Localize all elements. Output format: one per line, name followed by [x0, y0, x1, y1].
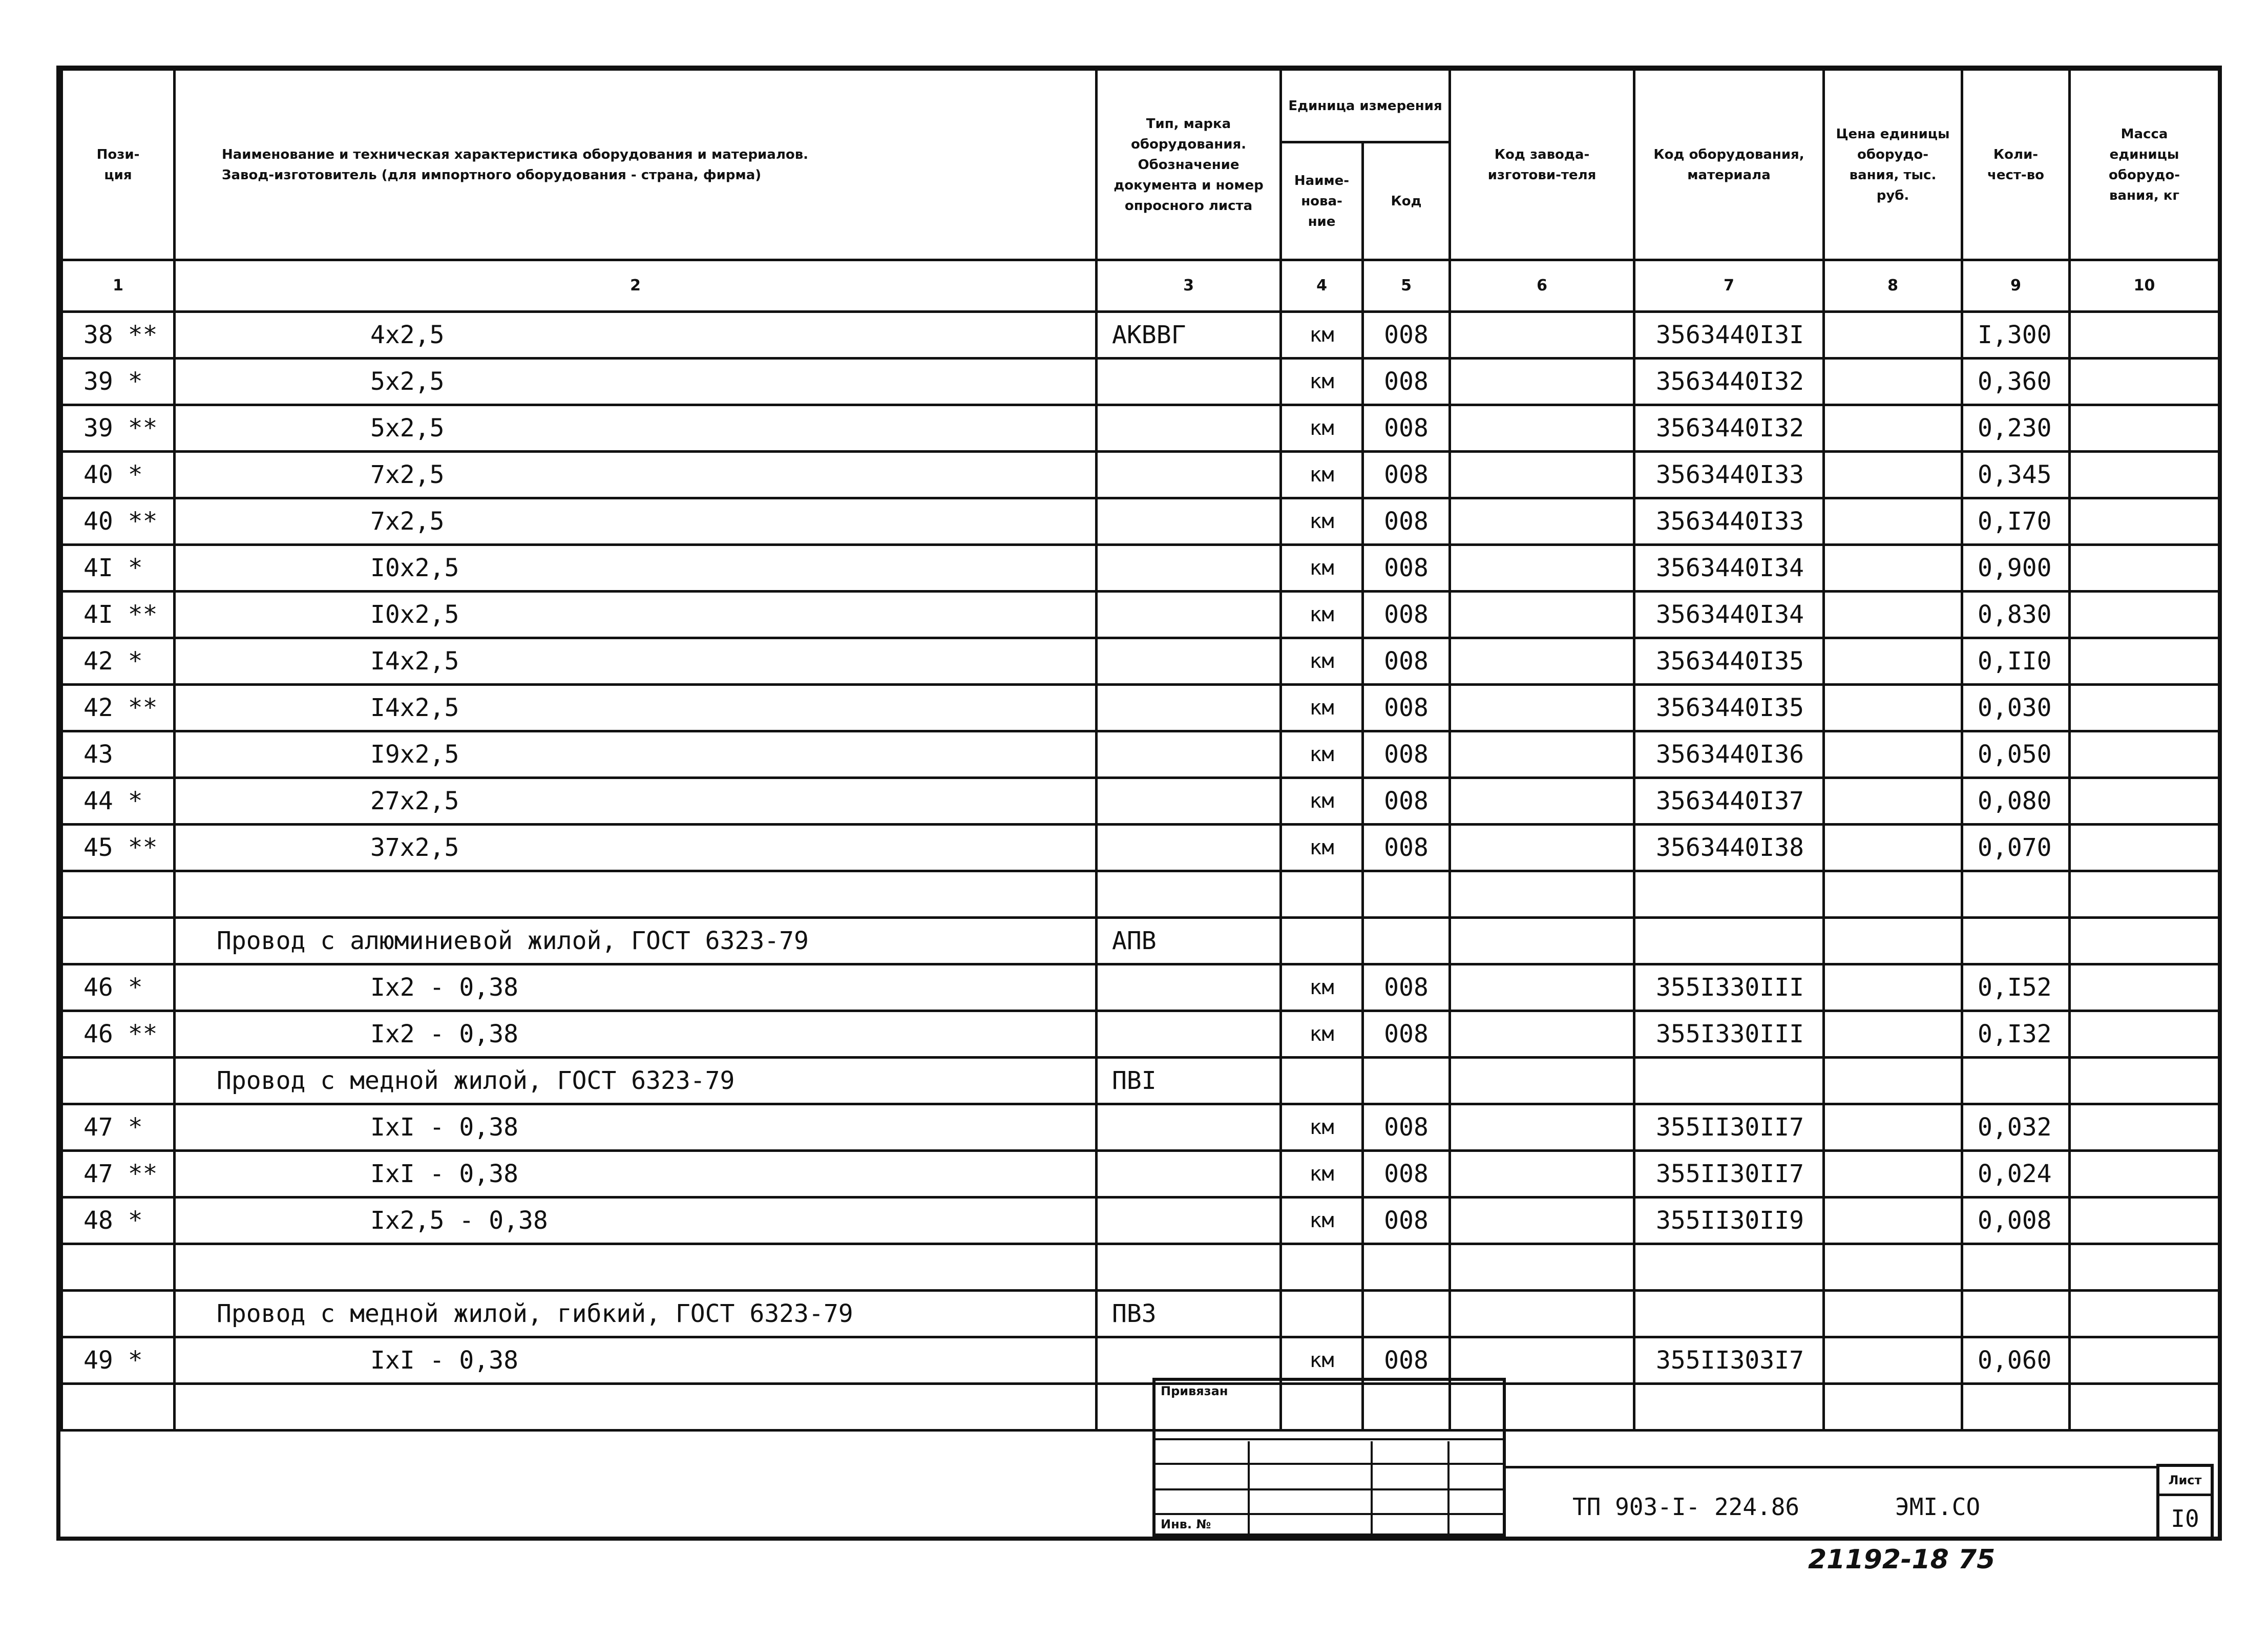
name-cell: Провод с алюминиевой жилой, ГОСТ 6323-79 [175, 918, 1097, 964]
name-cell: Ix2 - 0,38 [175, 1011, 1097, 1058]
table-row [62, 405, 2219, 452]
type-cell [1097, 778, 1281, 825]
type-cell: ПВI [1097, 1058, 1281, 1104]
name-cell [175, 1384, 1097, 1431]
column-number-row [62, 260, 2219, 312]
binding-stamp [1152, 1378, 1506, 1537]
manufacturer-code-cell [1450, 1197, 1634, 1244]
column-number: 8 [1824, 260, 1962, 312]
table-row [62, 498, 2219, 545]
unit-name-cell: км [1281, 964, 1363, 1011]
type-cell [1097, 964, 1281, 1011]
quantity-cell [1962, 1291, 2070, 1337]
quantity-cell: 0,050 [1962, 731, 2070, 778]
quantity-cell: 0,360 [1962, 359, 2070, 405]
equipment-code-cell: 3563440I34 [1634, 592, 1824, 638]
unit-name-cell: км [1281, 778, 1363, 825]
unit-name-cell: км [1281, 312, 1363, 359]
manufacturer-code-cell [1450, 1291, 1634, 1337]
linked-label: Привязан [1161, 1384, 1228, 1398]
unit-name-cell: км [1281, 592, 1363, 638]
quantity-cell: 0,I52 [1962, 964, 2070, 1011]
archive-number: 21192-18 75 [1808, 1544, 1996, 1575]
table-row [62, 778, 2219, 825]
equipment-code-cell [1634, 871, 1824, 918]
price-cell [1824, 918, 1962, 964]
type-cell [1097, 871, 1281, 918]
specification-table [60, 68, 2220, 1432]
manufacturer-code-cell [1450, 498, 1634, 545]
mass-cell [2070, 405, 2219, 452]
unit-name-cell: км [1281, 685, 1363, 731]
unit-code-cell [1363, 918, 1450, 964]
position-cell: 47 ** [62, 1151, 175, 1197]
type-cell [1097, 592, 1281, 638]
manufacturer-code-cell [1450, 964, 1634, 1011]
unit-code-cell: 008 [1363, 1151, 1450, 1197]
price-cell [1824, 685, 1962, 731]
table-row [62, 312, 2219, 359]
manufacturer-code-cell [1450, 312, 1634, 359]
equipment-code-cell: 355II30II9 [1634, 1197, 1824, 1244]
name-cell: 7x2,5 [175, 452, 1097, 498]
price-cell [1824, 1011, 1962, 1058]
column-number: 6 [1450, 260, 1634, 312]
mass-cell [2070, 545, 2219, 592]
position-cell [62, 871, 175, 918]
header-quantity: Коли-чест-во [1962, 70, 2070, 260]
type-cell [1097, 498, 1281, 545]
mass-cell [2070, 685, 2219, 731]
quantity-cell [1962, 871, 2070, 918]
equipment-code-cell: 3563440I32 [1634, 359, 1824, 405]
type-cell [1097, 825, 1281, 871]
position-cell: 43 [62, 731, 175, 778]
quantity-cell: 0,I70 [1962, 498, 2070, 545]
sheet-number-box [2156, 1464, 2214, 1541]
unit-name-cell [1281, 1291, 1363, 1337]
equipment-code-cell: 3563440I32 [1634, 405, 1824, 452]
manufacturer-code-cell [1450, 685, 1634, 731]
type-cell [1097, 452, 1281, 498]
mass-cell [2070, 1151, 2219, 1197]
inventory-label: Инв. № [1161, 1517, 1211, 1531]
manufacturer-code-cell [1450, 359, 1634, 405]
group-row [62, 1058, 2219, 1104]
unit-name-cell: км [1281, 545, 1363, 592]
position-cell: 38 ** [62, 312, 175, 359]
position-cell [62, 1291, 175, 1337]
unit-code-cell: 008 [1363, 312, 1450, 359]
type-cell [1097, 1151, 1281, 1197]
quantity-cell: 0,070 [1962, 825, 2070, 871]
equipment-code-cell: 3563440I3I [1634, 312, 1824, 359]
manufacturer-code-cell [1450, 1058, 1634, 1104]
table-row [62, 452, 2219, 498]
price-cell [1824, 312, 1962, 359]
name-cell: 4x2,5 [175, 312, 1097, 359]
type-cell [1097, 359, 1281, 405]
unit-code-cell [1363, 1058, 1450, 1104]
position-cell [62, 1384, 175, 1431]
table-row [62, 825, 2219, 871]
mass-cell [2070, 1384, 2219, 1431]
table-row [62, 1104, 2219, 1151]
unit-code-cell [1363, 871, 1450, 918]
quantity-cell: 0,900 [1962, 545, 2070, 592]
name-cell: 7x2,5 [175, 498, 1097, 545]
price-cell [1824, 1291, 1962, 1337]
unit-name-cell: км [1281, 1197, 1363, 1244]
unit-code-cell: 008 [1363, 592, 1450, 638]
equipment-code-cell: 355I330III [1634, 964, 1824, 1011]
manufacturer-code-cell [1450, 871, 1634, 918]
price-cell [1824, 871, 1962, 918]
name-cell: Провод с медной жилой, ГОСТ 6323-79 [175, 1058, 1097, 1104]
manufacturer-code-cell [1450, 1337, 1634, 1384]
table-row [62, 1244, 2219, 1291]
mass-cell [2070, 918, 2219, 964]
unit-code-cell: 008 [1363, 731, 1450, 778]
mass-cell [2070, 1058, 2219, 1104]
header-name: Наименование и техническая характеристика оборудования и материалов. Завод-изготовитель (для импортного оборудования - страна, фирма) [175, 70, 1097, 260]
type-cell: АПВ [1097, 918, 1281, 964]
quantity-cell: 0,230 [1962, 405, 2070, 452]
name-cell [175, 871, 1097, 918]
equipment-code-cell [1634, 1244, 1824, 1291]
table-row [62, 1337, 2219, 1384]
position-cell [62, 1244, 175, 1291]
type-cell [1097, 405, 1281, 452]
column-number: 9 [1962, 260, 2070, 312]
unit-code-cell [1363, 1244, 1450, 1291]
unit-name-cell: км [1281, 1151, 1363, 1197]
type-cell [1097, 545, 1281, 592]
header-unit-price: Цена единицы оборудо-вания, тыс. руб. [1824, 70, 1962, 260]
mass-cell [2070, 638, 2219, 685]
quantity-cell: 0,345 [1962, 452, 2070, 498]
price-cell [1824, 1244, 1962, 1291]
price-cell [1824, 1104, 1962, 1151]
type-cell [1097, 1104, 1281, 1151]
unit-code-cell: 008 [1363, 1104, 1450, 1151]
name-cell [175, 1244, 1097, 1291]
mass-cell [2070, 592, 2219, 638]
position-cell: 46 ** [62, 1011, 175, 1058]
position-cell [62, 918, 175, 964]
column-number: 2 [175, 260, 1097, 312]
price-cell [1824, 405, 1962, 452]
table-row [62, 1011, 2219, 1058]
unit-name-cell: км [1281, 1337, 1363, 1384]
manufacturer-code-cell [1450, 592, 1634, 638]
unit-name-cell [1281, 918, 1363, 964]
position-cell [62, 1058, 175, 1104]
position-cell: 47 * [62, 1104, 175, 1151]
table-row [62, 731, 2219, 778]
manufacturer-code-cell [1450, 778, 1634, 825]
price-cell [1824, 498, 1962, 545]
unit-code-cell: 008 [1363, 825, 1450, 871]
name-cell: I4x2,5 [175, 685, 1097, 731]
mass-cell [2070, 452, 2219, 498]
quantity-cell: 0,060 [1962, 1337, 2070, 1384]
price-cell [1824, 592, 1962, 638]
unit-code-cell [1363, 1291, 1450, 1337]
position-cell: 44 * [62, 778, 175, 825]
unit-name-cell: км [1281, 638, 1363, 685]
name-cell: IxI - 0,38 [175, 1337, 1097, 1384]
price-cell [1824, 731, 1962, 778]
type-cell [1097, 685, 1281, 731]
header-unit-code: Код [1363, 142, 1450, 260]
mass-cell [2070, 498, 2219, 545]
manufacturer-code-cell [1450, 1011, 1634, 1058]
name-cell: 5x2,5 [175, 405, 1097, 452]
column-number: 10 [2070, 260, 2219, 312]
name-cell: I9x2,5 [175, 731, 1097, 778]
position-cell: 48 * [62, 1197, 175, 1244]
manufacturer-code-cell [1450, 825, 1634, 871]
equipment-code-cell: 355II30II7 [1634, 1104, 1824, 1151]
equipment-code-cell: 3563440I37 [1634, 778, 1824, 825]
manufacturer-code-cell [1450, 731, 1634, 778]
unit-code-cell: 008 [1363, 685, 1450, 731]
header-type: Тип, марка оборудования. Обозначение документа и номер опросного листа [1097, 70, 1281, 260]
name-cell: I4x2,5 [175, 638, 1097, 685]
price-cell [1824, 1197, 1962, 1244]
unit-code-cell: 008 [1363, 359, 1450, 405]
unit-code-cell: 008 [1363, 1197, 1450, 1244]
header-unit-mass: Масса единицы оборудо-вания, кг [2070, 70, 2219, 260]
mass-cell [2070, 359, 2219, 405]
price-cell [1824, 1337, 1962, 1384]
price-cell [1824, 964, 1962, 1011]
unit-code-cell: 008 [1363, 452, 1450, 498]
quantity-cell: I,300 [1962, 312, 2070, 359]
table-row [62, 685, 2219, 731]
name-cell: 5x2,5 [175, 359, 1097, 405]
mass-cell [2070, 1244, 2219, 1291]
position-cell: 49 * [62, 1337, 175, 1384]
type-cell [1097, 1011, 1281, 1058]
title-divider [1506, 1466, 2156, 1468]
equipment-code-cell [1634, 918, 1824, 964]
type-cell [1097, 638, 1281, 685]
column-number: 7 [1634, 260, 1824, 312]
group-row [62, 918, 2219, 964]
header-row-top [62, 70, 2219, 142]
name-cell: IxI - 0,38 [175, 1104, 1097, 1151]
quantity-cell [1962, 1384, 2070, 1431]
manufacturer-code-cell [1450, 545, 1634, 592]
name-cell: I0x2,5 [175, 592, 1097, 638]
unit-code-cell: 008 [1363, 778, 1450, 825]
unit-code-cell: 008 [1363, 405, 1450, 452]
mass-cell [2070, 964, 2219, 1011]
quantity-cell: 0,830 [1962, 592, 2070, 638]
position-cell: 46 * [62, 964, 175, 1011]
price-cell [1824, 359, 1962, 405]
equipment-code-cell: 3563440I33 [1634, 452, 1824, 498]
quantity-cell: 0,II0 [1962, 638, 2070, 685]
unit-name-cell: км [1281, 359, 1363, 405]
price-cell [1824, 1151, 1962, 1197]
sheet-number: I0 [2171, 1505, 2199, 1532]
equipment-code-cell: 3563440I35 [1634, 638, 1824, 685]
price-cell [1824, 778, 1962, 825]
header-manufacturer-code: Код завода-изготови-теля [1450, 70, 1634, 260]
table-row [62, 1197, 2219, 1244]
mass-cell [2070, 1011, 2219, 1058]
equipment-code-cell: 355II30II7 [1634, 1151, 1824, 1197]
manufacturer-code-cell [1450, 1151, 1634, 1197]
equipment-code-cell: 3563440I38 [1634, 825, 1824, 871]
type-cell [1097, 1244, 1281, 1291]
mass-cell [2070, 1197, 2219, 1244]
position-cell: 42 ** [62, 685, 175, 731]
mass-cell [2070, 825, 2219, 871]
price-cell [1824, 545, 1962, 592]
unit-name-cell: км [1281, 731, 1363, 778]
mass-cell [2070, 778, 2219, 825]
quantity-cell [1962, 918, 2070, 964]
manufacturer-code-cell [1450, 405, 1634, 452]
position-cell: 42 * [62, 638, 175, 685]
table-row [62, 1384, 2219, 1431]
mass-cell [2070, 1291, 2219, 1337]
unit-name-cell: км [1281, 1104, 1363, 1151]
unit-code-cell: 008 [1363, 498, 1450, 545]
sheet-code: ЭМI.СО [1895, 1493, 1981, 1521]
manufacturer-code-cell [1450, 1244, 1634, 1291]
mass-cell [2070, 1104, 2219, 1151]
equipment-code-cell: 3563440I34 [1634, 545, 1824, 592]
name-cell: IxI - 0,38 [175, 1151, 1097, 1197]
manufacturer-code-cell [1450, 638, 1634, 685]
name-cell: Ix2 - 0,38 [175, 964, 1097, 1011]
quantity-cell: 0,030 [1962, 685, 2070, 731]
quantity-cell [1962, 1244, 2070, 1291]
price-cell [1824, 825, 1962, 871]
table-row [62, 592, 2219, 638]
unit-name-cell: км [1281, 825, 1363, 871]
unit-name-cell [1281, 1244, 1363, 1291]
type-cell [1097, 1197, 1281, 1244]
position-cell: 39 ** [62, 405, 175, 452]
mass-cell [2070, 731, 2219, 778]
table-row [62, 871, 2219, 918]
table-row [62, 545, 2219, 592]
position-cell: 4I * [62, 545, 175, 592]
header-equipment-code: Код оборудования, материала [1634, 70, 1824, 260]
type-cell [1097, 731, 1281, 778]
equipment-code-cell: 3563440I33 [1634, 498, 1824, 545]
price-cell [1824, 1058, 1962, 1104]
type-cell: ПВЗ [1097, 1291, 1281, 1337]
equipment-code-cell [1634, 1058, 1824, 1104]
name-cell: I0x2,5 [175, 545, 1097, 592]
position-cell: 39 * [62, 359, 175, 405]
mass-cell [2070, 1337, 2219, 1384]
equipment-code-cell: 3563440I35 [1634, 685, 1824, 731]
unit-name-cell [1281, 871, 1363, 918]
column-number: 1 [62, 260, 175, 312]
mass-cell [2070, 312, 2219, 359]
column-number: 5 [1363, 260, 1450, 312]
unit-name-cell: км [1281, 498, 1363, 545]
quantity-cell: 0,I32 [1962, 1011, 2070, 1058]
name-cell: Провод с медной жилой, гибкий, ГОСТ 6323-79 [175, 1291, 1097, 1337]
type-cell [1097, 1337, 1281, 1384]
unit-code-cell: 008 [1363, 638, 1450, 685]
manufacturer-code-cell [1450, 918, 1634, 964]
unit-code-cell: 008 [1363, 545, 1450, 592]
quantity-cell: 0,032 [1962, 1104, 2070, 1151]
quantity-cell: 0,008 [1962, 1197, 2070, 1244]
position-cell: 40 ** [62, 498, 175, 545]
price-cell [1824, 452, 1962, 498]
unit-code-cell: 008 [1363, 1337, 1450, 1384]
table-body [62, 312, 2219, 1431]
unit-name-cell: км [1281, 405, 1363, 452]
header-unit: Единица измерения [1281, 70, 1450, 142]
manufacturer-code-cell [1450, 452, 1634, 498]
price-cell [1824, 1384, 1962, 1431]
quantity-cell: 0,024 [1962, 1151, 2070, 1197]
unit-name-cell [1281, 1058, 1363, 1104]
table-row [62, 964, 2219, 1011]
equipment-code-cell [1634, 1291, 1824, 1337]
equipment-code-cell: 355II303I7 [1634, 1337, 1824, 1384]
name-cell: 37x2,5 [175, 825, 1097, 871]
manufacturer-code-cell [1450, 1104, 1634, 1151]
quantity-cell [1962, 1058, 2070, 1104]
unit-name-cell: км [1281, 452, 1363, 498]
sheet-label: Лист [2159, 1467, 2211, 1496]
header-unit-name: Наиме-нова-ние [1281, 142, 1363, 260]
unit-code-cell: 008 [1363, 1011, 1450, 1058]
unit-name-cell: км [1281, 1011, 1363, 1058]
equipment-code-cell: 3563440I36 [1634, 731, 1824, 778]
table-row [62, 359, 2219, 405]
type-cell: АКВВГ [1097, 312, 1281, 359]
position-cell: 40 * [62, 452, 175, 498]
table-row [62, 1151, 2219, 1197]
unit-code-cell: 008 [1363, 964, 1450, 1011]
position-cell: 45 ** [62, 825, 175, 871]
name-cell: Ix2,5 - 0,38 [175, 1197, 1097, 1244]
equipment-code-cell: 355I330III [1634, 1011, 1824, 1058]
document-designation: ТП 903-I- 224.86 [1572, 1493, 1800, 1521]
name-cell: 27x2,5 [175, 778, 1097, 825]
group-row [62, 1291, 2219, 1337]
header-position: Пози- ция [62, 70, 175, 260]
mass-cell [2070, 871, 2219, 918]
price-cell [1824, 638, 1962, 685]
quantity-cell: 0,080 [1962, 778, 2070, 825]
column-number: 3 [1097, 260, 1281, 312]
position-cell: 4I ** [62, 592, 175, 638]
table-row [62, 638, 2219, 685]
equipment-code-cell [1634, 1384, 1824, 1431]
column-number: 4 [1281, 260, 1363, 312]
